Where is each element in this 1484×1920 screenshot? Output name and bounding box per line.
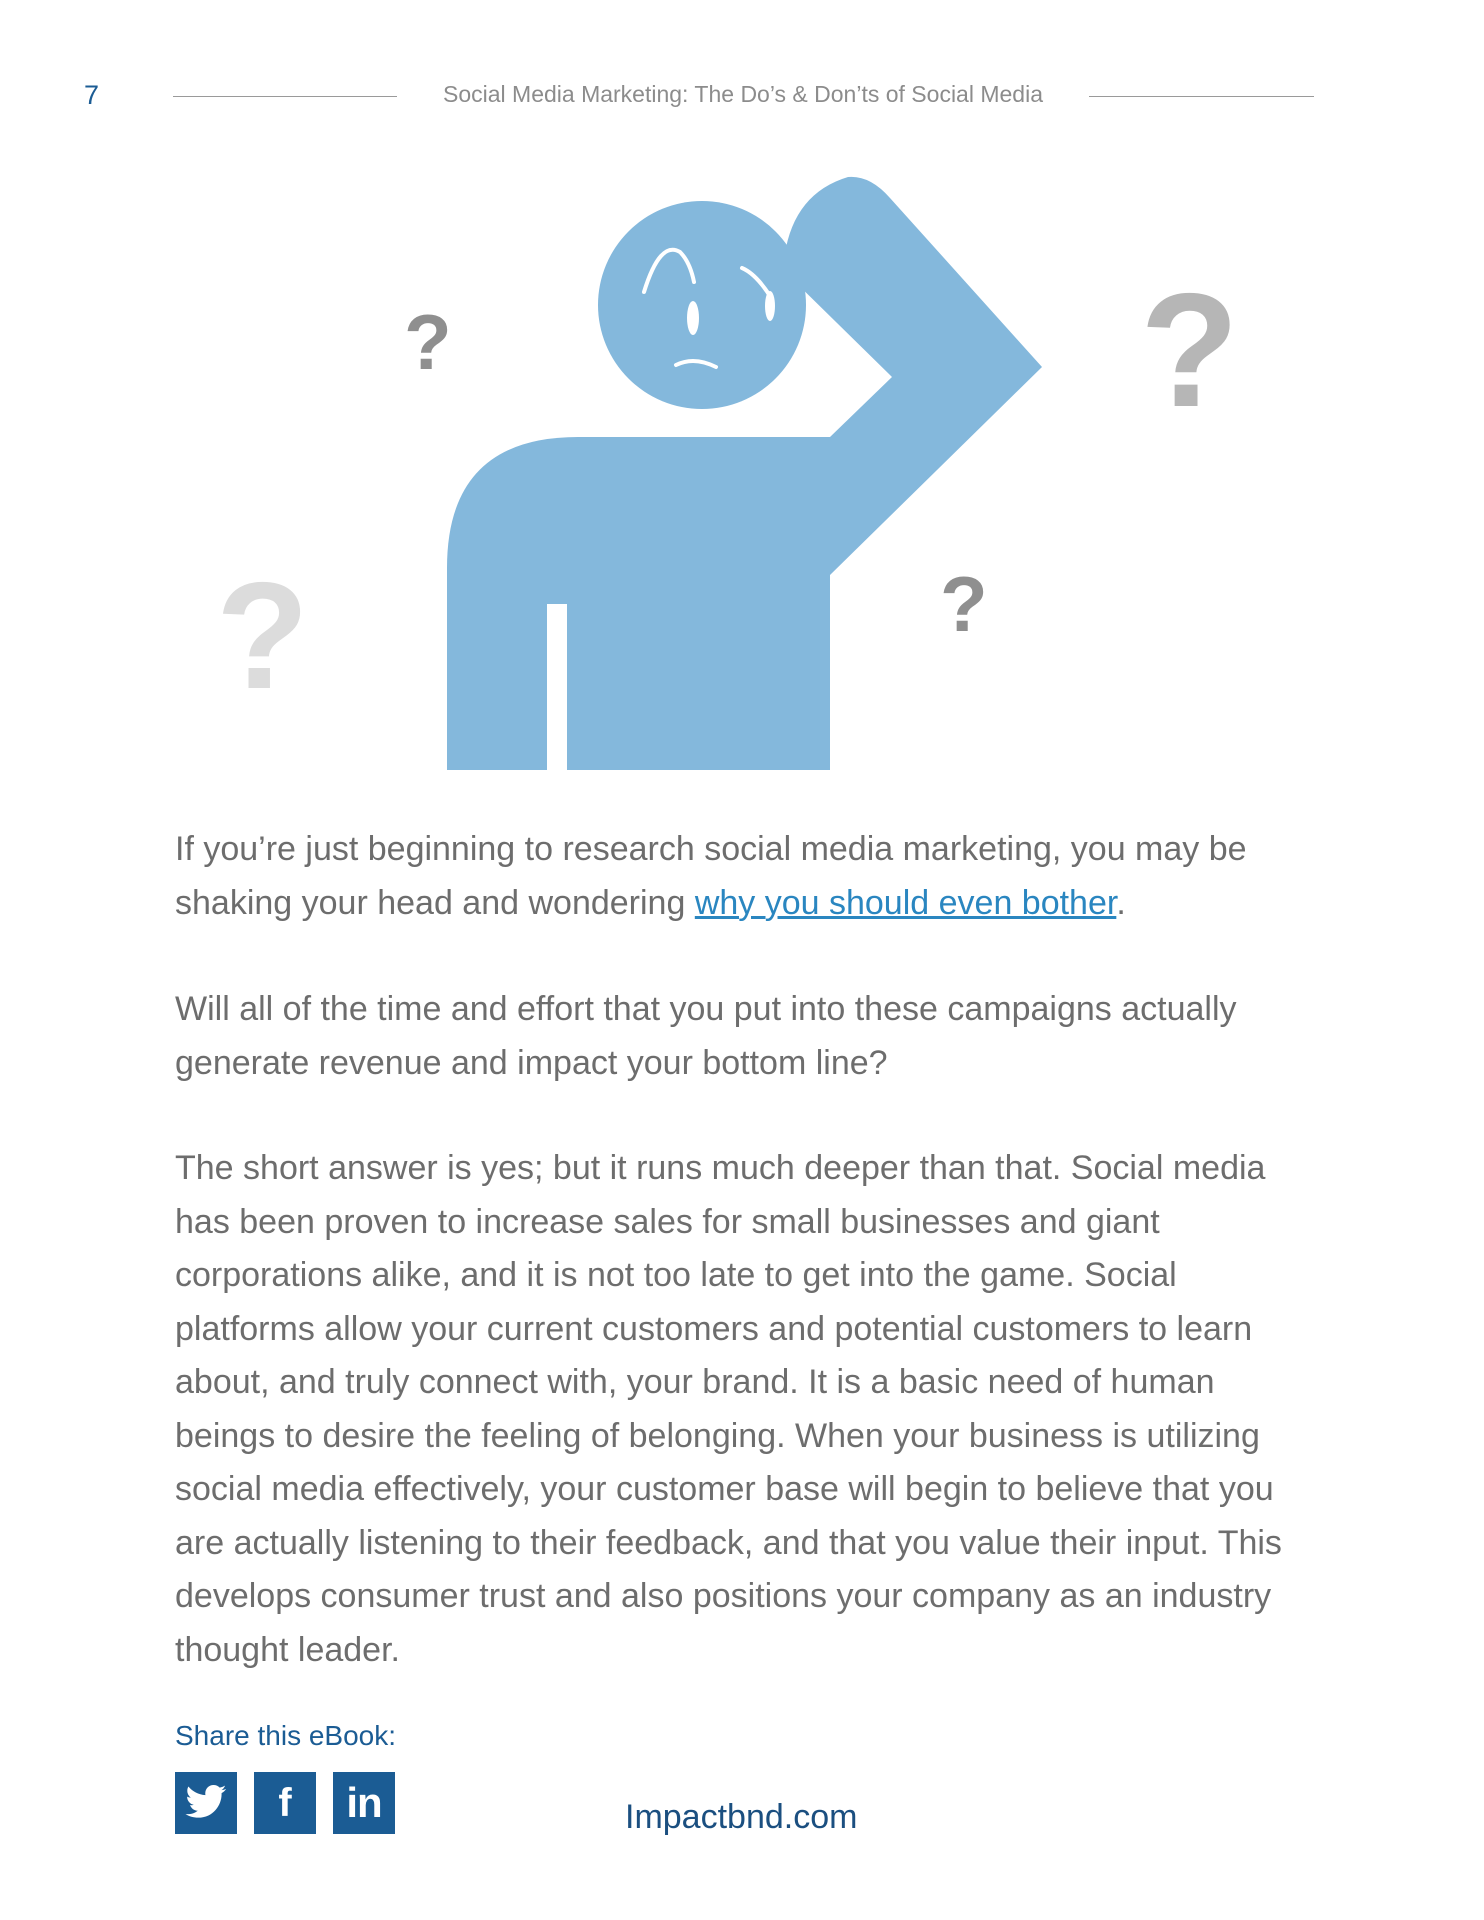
question-mark-small: ? — [404, 298, 452, 386]
share-buttons — [175, 1772, 395, 1834]
site-url[interactable]: Impactbnd.com — [625, 1798, 858, 1836]
linkedin-share-button[interactable] — [333, 1772, 395, 1834]
answer-text: The short answer is yes; but it runs much deeper than that. Social media has been proven to increase sales for small businesses and giant corporations alike, and it is not too late to get into the game. Social platforms allow your current customers and potential customers to learn about, and truly connect with, your brand. It is a basic need of human beings to desire the feeling of belonging. When your business is utilizing social media effectively, your customer base will begin to believe that you are actually listening to their feedback, and that you value their input. This develops consumer trust and also positions your company as an industry thought leader. — [175, 1149, 1282, 1669]
why-bother-link[interactable]: why you should even bother — [694, 883, 1117, 922]
question-mark-medium: ? — [940, 560, 988, 648]
question-paragraph — [175, 983, 1315, 1090]
intro-text: If you’re just beginning to research social media marketing, you may be shaking your head and wondering — [175, 830, 1247, 922]
figure-arm-gap — [547, 604, 567, 774]
facebook-icon: f — [278, 1780, 292, 1825]
twitter-icon — [184, 1784, 228, 1822]
answer-paragraph — [175, 1142, 1315, 1677]
question-mark-faded: ? — [216, 551, 309, 721]
linkedin-icon: in — [346, 1779, 382, 1826]
intro-paragraph — [175, 823, 1315, 930]
question-text: Will all of the time and effort that you put into these campaigns actually generate revenue and impact your bottom line? — [175, 990, 1237, 1082]
intro-text-end: . — [1116, 883, 1126, 922]
twitter-share-button[interactable] — [175, 1772, 237, 1834]
facebook-share-button[interactable] — [254, 1772, 316, 1834]
page-header-title: Social Media Marketing: The Do’s & Don’ts of Social Media — [443, 81, 1043, 107]
page-number: 7 — [84, 80, 100, 110]
question-mark-large: ? — [1140, 260, 1239, 441]
share-label: Share this eBook: — [175, 1720, 397, 1751]
